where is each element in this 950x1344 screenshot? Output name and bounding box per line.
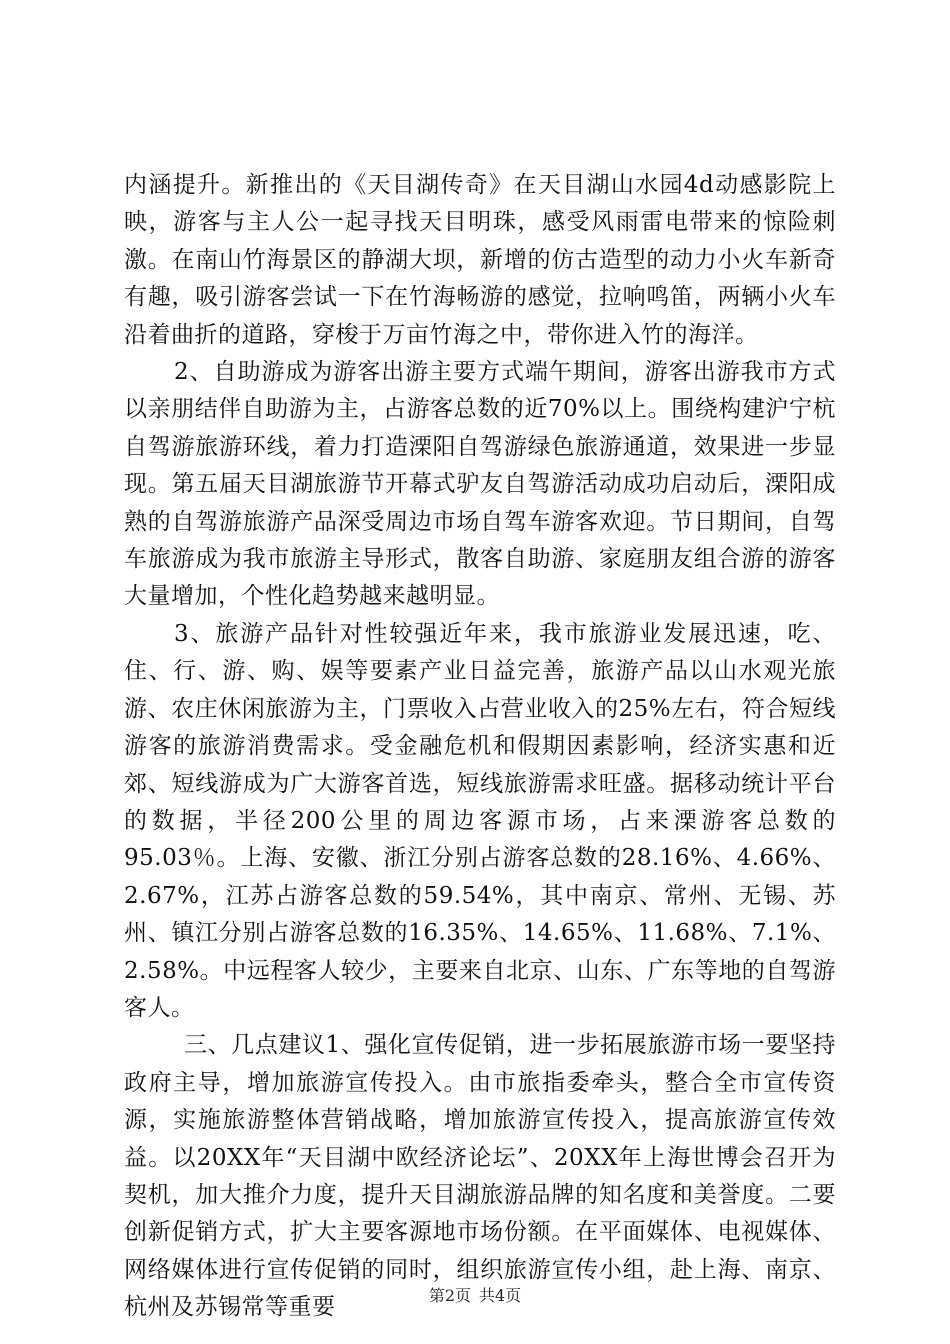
paragraph-self-guided-tour: 2、自助游成为游客出游主要方式端午期间，游客出游我市方式以亲朋结伴自助游为主，占游客总数的近70%以上。围绕构建沪宁杭自驾游旅游环线，着力打造溧阳自驾游绿色旅游通道，效果进一步显现。第五届天目湖旅游节开幕式驴友自驾游活动成功启动后，溧阳成熟的自驾游旅游产品深受周边市场自驾车游客欢迎。节日期间，自驾车旅游成为我市旅游主导形式，散客自助游、家庭朋友组合游的游客大量增加，个性化趋势越来越明显。	[124, 359, 836, 610]
page-footer	[0, 1283, 950, 1306]
paragraph-suggestions: 三、几点建议1、强化宣传促销，进一步拓展旅游市场一要坚持政府主导，增加旅游宣传投入。由市旅指委牵头，整合全市宣传资源，实施旅游整体营销战略，增加旅游宣传投入，提高旅游宣传效益。以20XX年“天目湖中欧经济论坛”、20XX年上海世博会召开为契机，加大推介力度，提升天目湖旅游品牌的知名度和美誉度。二要创新促销方式，扩大主要客源地市场份额。在平面媒体、电视媒体、网络媒体进行宣传促销的同时，组织旅游宣传小组，赴上海、南京、杭州及苏锡常等重要	[124, 1032, 836, 1321]
page-number: 第2页	[428, 1286, 471, 1305]
paragraph-continuation: 内涵提升。新推出的《天目湖传奇》在天目湖山水园4d动感影院上映，游客与主人公一起寻找天目明珠，感受风雨雷电带来的惊险刺激。在南山竹海景区的静湖大坝，新增的仿古造型的动力小火车新奇有趣，吸引游客尝试一下在竹海畅游的感觉，拉响鸣笛，两辆小火车沿着曲折的道路，穿梭于万亩竹海之中，带你进入竹的海洋。	[124, 172, 836, 348]
page-total: 共4页	[479, 1286, 522, 1305]
document-body	[124, 167, 836, 1327]
paragraph-tourism-products: 3、旅游产品针对性较强近年来，我市旅游业发展迅速，吃、住、行、游、购、娱等要素产业日益完善，旅游产品以山水观光旅游、农庄休闲旅游为主，门票收入占营业收入的25%左右，符合短线游客的旅游消费需求。受金融危机和假期因素影响，经济实惠和近郊、短线游成为广大游客首选，短线旅游需求旺盛。据移动统计平台的数据，半径200公里的周边客源市场，占来溧游客总数的95.03％。上海、安徽、浙江分别占游客总数的28.16%、4.66%、2.67%，江苏占游客总数的59.54%，其中南京、常州、无锡、苏州、镇江分别占游客总数的16.35%、14.65%、11.68%、7.1%、2.58%。中远程客人较少，主要来自北京、山东、广东等地的自驾游客人。	[124, 620, 836, 1021]
